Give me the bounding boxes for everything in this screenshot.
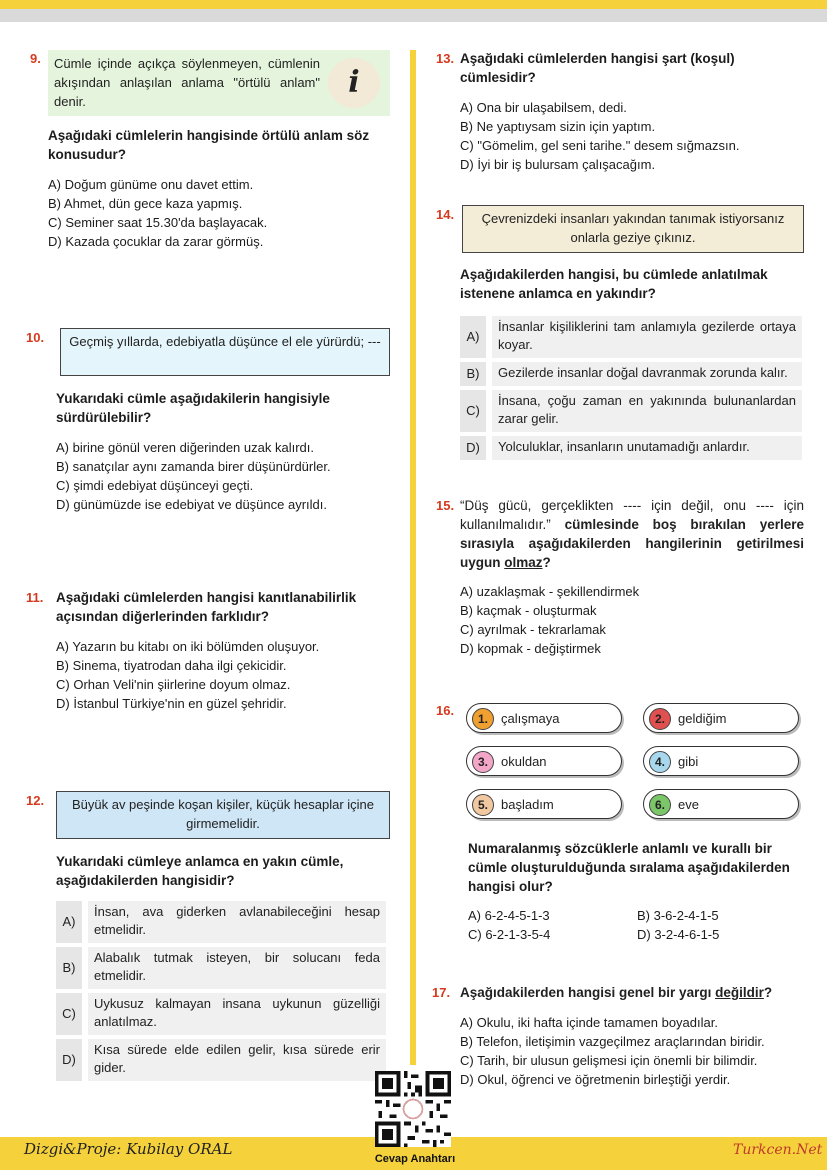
- question-10-options: [56, 438, 331, 514]
- option-d[interactable]: D) Okul, öğrenci ve öğretmenin birleştiği yerdir.: [460, 1072, 731, 1087]
- question-13-options: [460, 98, 739, 174]
- option-b[interactable]: B) Gezilerde insanlar doğal davranmak zorunda kalır.: [460, 362, 802, 386]
- option-c[interactable]: C) Seminer saat 15.30'da başlayacak.: [48, 215, 268, 230]
- option-a[interactable]: A) İnsan, ava giderken avlanabileceğini hesap etmelidir.: [56, 901, 386, 943]
- question-15-number: 15.: [436, 498, 455, 513]
- option-b[interactable]: B) Sinema, tiyatrodan daha ilgi çekicidir.: [56, 658, 287, 673]
- option-b[interactable]: B) Ne yaptıysam sizin için yaptım.: [460, 119, 656, 134]
- question-17-stem: Aşağıdakilerden hangisi genel bir yargı değildir?: [460, 985, 773, 1000]
- option-c[interactable]: C) şimdi edebiyat düşünceyi geçti.: [56, 478, 254, 493]
- question-13-stem: Aşağıdaki cümlelerden hangisi şart (koşul) cümlesidir?: [460, 51, 735, 85]
- question-12-options: [56, 901, 386, 1085]
- option-c[interactable]: C) 6-2-1-3-5-4: [468, 927, 551, 942]
- question-14-stem: Aşağıdakilerden hangisi, bu cümlede anlatılmak istenene anlamca en yakındır?: [460, 267, 768, 301]
- option-a[interactable]: A) Okulu, iki hafta içinde tamamen boyadılar.: [460, 1015, 718, 1030]
- question-16-number: 16.: [436, 703, 455, 718]
- word-text: okuldan: [501, 754, 547, 769]
- qr-code-icon[interactable]: [375, 1071, 451, 1147]
- option-d[interactable]: D) kopmak - değiştirmek: [460, 641, 601, 656]
- option-c[interactable]: C) Orhan Veli'nin şiirlerine doyum olmaz.: [56, 677, 291, 692]
- word-pill[interactable]: [466, 789, 622, 819]
- question-9-number: 9.: [30, 51, 41, 66]
- option-a[interactable]: A) Ona bir ulaşabilsem, dedi.: [460, 100, 627, 115]
- option-c[interactable]: C) Uykusuz kalmayan insana uykunun güzelliği anlatılmaz.: [56, 993, 386, 1035]
- word-number-badge: 3.: [472, 751, 494, 773]
- option-a[interactable]: A) Yazarın bu kitabı on iki bölümden oluşuyor.: [56, 639, 320, 654]
- info-icon: i: [328, 58, 380, 108]
- word-number-badge: 2.: [649, 708, 671, 730]
- option-c[interactable]: C) Tarih, bir ulusun gelişmesi için önemli bir bilimdir.: [460, 1053, 758, 1068]
- word-text: eve: [678, 797, 699, 812]
- qr-label: Cevap Anahtarı: [374, 1153, 456, 1165]
- option-b[interactable]: B) Telefon, iletişimin vazgeçilmez araçlarından biridir.: [460, 1034, 765, 1049]
- negation-word: olmaz: [504, 555, 543, 570]
- question-17-number: 17.: [432, 985, 451, 1000]
- option-a[interactable]: A) 6-2-4-5-1-3: [468, 908, 550, 923]
- question-13-number: 13.: [436, 51, 455, 66]
- word-number-badge: 5.: [472, 794, 494, 816]
- option-d[interactable]: D) Kazada çocuklar da zarar görmüş.: [48, 234, 264, 249]
- question-12-number: 12.: [26, 793, 45, 808]
- info-box: Cümle içinde açıkça söylenmeyen, cümlenin akışından anlaşılan anlama "örtülü anlam" denir.: [48, 50, 390, 116]
- question-11-stem: Aşağıdaki cümlelerden hangisi kanıtlanabilirlik açısından diğerlerinden farklıdır?: [56, 590, 357, 624]
- word-text: çalışmaya: [501, 711, 560, 726]
- question-9-stem: Aşağıdaki cümlelerin hangisinde örtülü anlam söz konusudur?: [48, 128, 370, 162]
- top-accent-strip: [0, 0, 827, 9]
- option-d[interactable]: D) Kısa sürede elde edilen gelir, kısa sürede erir gider.: [56, 1039, 386, 1081]
- option-d[interactable]: D) İyi bir iş bulursam çalışacağım.: [460, 157, 656, 172]
- option-b[interactable]: B) Alabalık tutmak isteyen, bir solucanı feda etmelidir.: [56, 947, 386, 989]
- option-a[interactable]: A) uzaklaşmak - şekillendirmek: [460, 584, 640, 599]
- question-15-quote: “Düş gücü, gerçeklikten ---- için değil, onu ---- için kullanılmalıdır.”: [460, 498, 804, 532]
- word-text: gibi: [678, 754, 699, 769]
- word-pill[interactable]: [643, 789, 799, 819]
- question-14-sentence-box: Çevrenizdeki insanları yakından tanımak istiyorsanız onlarla geziye çıkınız.: [462, 205, 804, 253]
- option-d[interactable]: D) günümüzde ise edebiyat ve düşünce ayrıldı.: [56, 497, 327, 512]
- question-11-options: [56, 637, 319, 713]
- question-10-sentence-box: Geçmiş yıllarda, edebiyatla düşünce el ele yürürdü; ---: [60, 328, 390, 376]
- question-11-number: 11.: [26, 590, 44, 605]
- word-text: geldiğim: [678, 711, 727, 726]
- option-a[interactable]: A) İnsanlar kişiliklerini tam anlamıyla gezilerde ortaya koyar.: [460, 316, 802, 358]
- question-12-stem: Yukarıdaki cümleye anlamca en yakın cümle, aşağıdakilerden hangisidir?: [56, 854, 344, 888]
- word-number-badge: 4.: [649, 751, 671, 773]
- option-c[interactable]: C) ayrılmak - tekrarlamak: [460, 622, 606, 637]
- word-text: başladım: [501, 797, 554, 812]
- question-10-stem: Yukarıdaki cümle aşağıdakilerin hangisiyle sürdürülebilir?: [56, 391, 330, 425]
- option-d[interactable]: D) İstanbul Türkiye'nin en güzel şehridir.: [56, 696, 287, 711]
- option-c[interactable]: C) İnsana, çoğu zaman en yakınında bulunanlardan zarar gelir.: [460, 390, 802, 432]
- question-16-options-left: [468, 906, 550, 944]
- question-17-options: [460, 1013, 765, 1089]
- option-c[interactable]: C) "Gömelim, gel seni tarihe." desem sığmazsın.: [460, 138, 740, 153]
- negation-word: değildir: [715, 985, 764, 1000]
- question-10-number: 10.: [26, 330, 45, 345]
- question-14-options: [460, 316, 802, 464]
- option-d[interactable]: D) 3-2-4-6-1-5: [637, 927, 720, 942]
- question-15-stem: “Düş gücü, gerçeklikten ---- için değil, onu ---- için kullanılmalıdır.” cümlesinde boş bırakılan yerlere sırasıyla aşağıdakilerden hangilerinin getirilmesi uygun olmaz?: [460, 498, 804, 570]
- option-b[interactable]: B) 3-6-2-4-1-5: [637, 908, 719, 923]
- option-b[interactable]: B) Ahmet, dün gece kaza yapmış.: [48, 196, 243, 211]
- word-number-badge: 1.: [472, 708, 494, 730]
- option-d[interactable]: D) Yolculuklar, insanların unutamadığı anlardır.: [460, 436, 802, 460]
- brand-logo[interactable]: Turkcen.Net: [733, 1142, 823, 1158]
- option-b[interactable]: B) kaçmak - oluşturmak: [460, 603, 597, 618]
- option-b[interactable]: B) sanatçılar aynı zamanda birer düşünürdürler.: [56, 459, 331, 474]
- column-divider: [410, 50, 416, 1065]
- question-12-sentence-box: Büyük av peşinde koşan kişiler, küçük hesaplar içine girmemelidir.: [56, 791, 390, 839]
- question-15-options: [460, 582, 639, 658]
- question-14-number: 14.: [436, 207, 455, 222]
- question-16-options-right: [637, 906, 719, 944]
- question-16-stem: Numaralanmış sözcüklerle anlamlı ve kurallı bir cümle oluşturulduğunda sıralama aşağıdakilerden hangisi olur?: [468, 841, 790, 894]
- question-9-options: [48, 175, 267, 251]
- word-pill[interactable]: [466, 746, 622, 776]
- footer-credit: Dizgi&Proje: Kubilay ORAL: [24, 1140, 233, 1158]
- word-pill[interactable]: [466, 703, 622, 733]
- word-pill[interactable]: [643, 703, 799, 733]
- word-number-badge: 6.: [649, 794, 671, 816]
- option-a[interactable]: A) birine gönül veren diğerinden uzak kalırdı.: [56, 440, 314, 455]
- option-a[interactable]: A) Doğum günüme onu davet ettim.: [48, 177, 254, 192]
- word-pill[interactable]: [643, 746, 799, 776]
